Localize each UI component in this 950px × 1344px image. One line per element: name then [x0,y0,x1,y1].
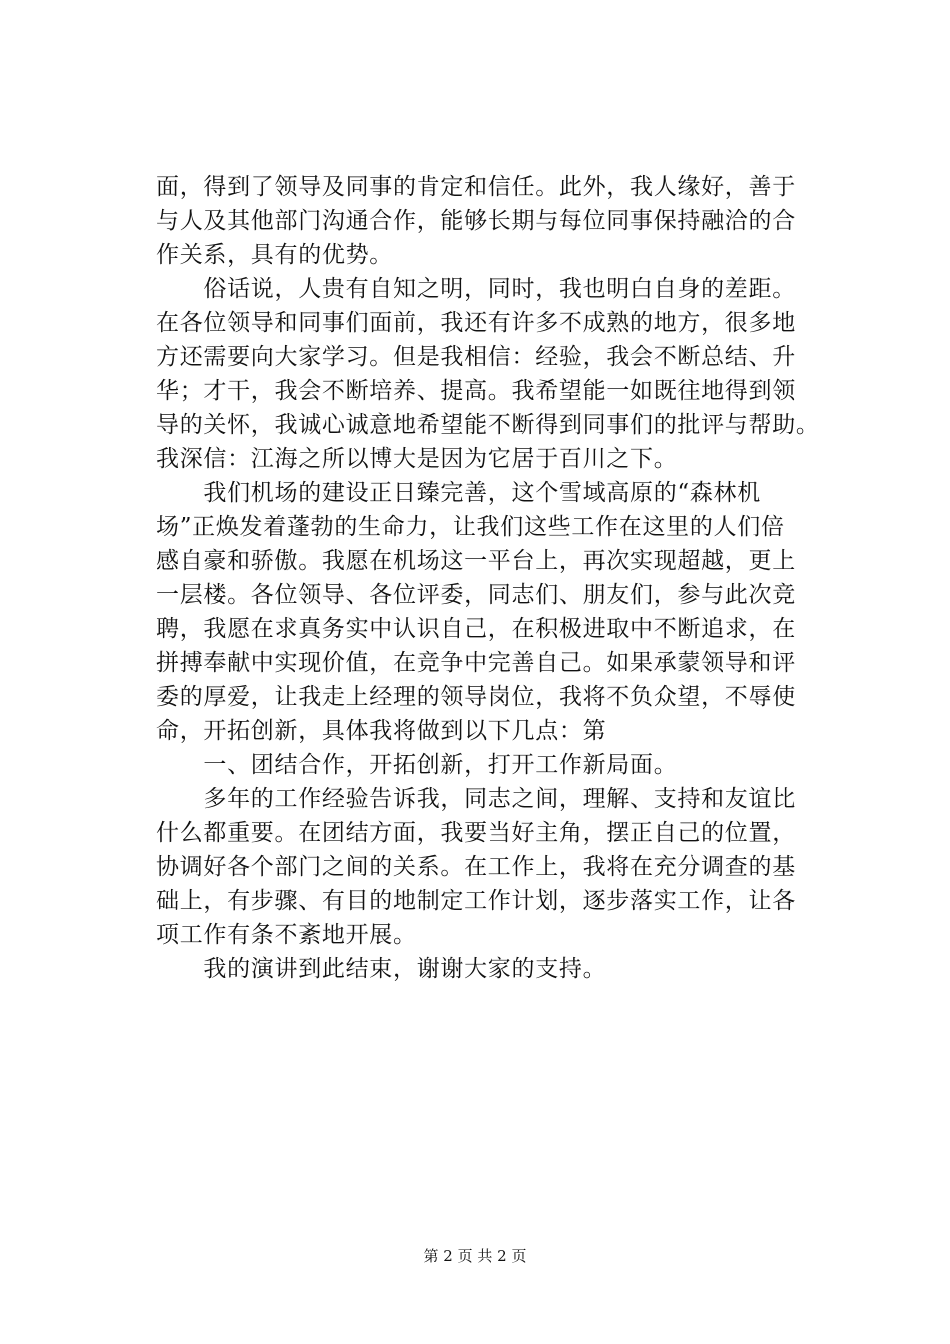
text-line: 协调好各个部门之间的关系。在工作上，我将在充分调查的基 [156,854,796,880]
text-line: 拼搏奉献中实现价值，在竞争中完善自己。如果承蒙领导和评 [156,650,796,676]
text-line: 我深信：江海之所以博大是因为它居于百川之下。 [156,446,678,472]
text-line: 作关系，具有的优势。 [156,242,393,268]
text-line: 聘，我愿在求真务实中认识自己，在积极进取中不断追求，在 [156,616,796,642]
page-number-footer: 第 2 页 共 2 页 [423,1247,527,1265]
text-line: 础上，有步骤、有目的地制定工作计划，逐步落实工作，让各 [156,888,796,914]
text-line: 项工作有条不紊地开展。 [156,922,417,948]
text-line: 一层楼。各位领导、各位评委，同志们、朋友们，参与此次竞 [156,582,796,608]
text-line: 感自豪和骄傲。我愿在机场这一平台上，再次实现超越，更上 [156,548,796,574]
text-line: 什么都重要。在团结方面，我要当好主角，摆正自己的位置， [156,820,796,846]
text-line: 华；才干，我会不断培养、提高。我希望能一如既往地得到领 [156,378,796,404]
text-line: 在各位领导和同事们面前，我还有许多不成熟的地方，很多地 [156,310,796,336]
text-line: 场”正焕发着蓬勃的生命力，让我们这些工作在这里的人们倍 [156,514,785,540]
text-line: 我的演讲到此结束，谢谢大家的支持。 [156,956,607,982]
text-line: 面，得到了领导及同事的肯定和信任。此外，我人缘好，善于 [156,174,796,200]
text-line: 一、团结合作，开拓创新，打开工作新局面。 [156,752,678,778]
document-body [156,170,820,986]
text-line: 俗话说，人贵有自知之明，同时，我也明白自身的差距。 [156,276,796,302]
text-line: 方还需要向大家学习。但是我相信：经验，我会不断总结、升 [156,344,796,370]
text-line: 委的厚爱，让我走上经理的领导岗位，我将不负众望，不辱使 [156,684,796,710]
text-line: 导的关怀，我诚心诚意地希望能不断得到同事们的批评与帮助。 [156,412,820,438]
text-line: 命，开拓创新，具体我将做到以下几点：第 [156,718,607,744]
text-line: 与人及其他部门沟通合作，能够长期与每位同事保持融洽的合 [156,208,796,234]
text-line: 多年的工作经验告诉我，同志之间，理解、支持和友谊比 [156,786,796,812]
text-line: 我们机场的建设正日臻完善，这个雪域高原的“森林机 [156,480,761,506]
